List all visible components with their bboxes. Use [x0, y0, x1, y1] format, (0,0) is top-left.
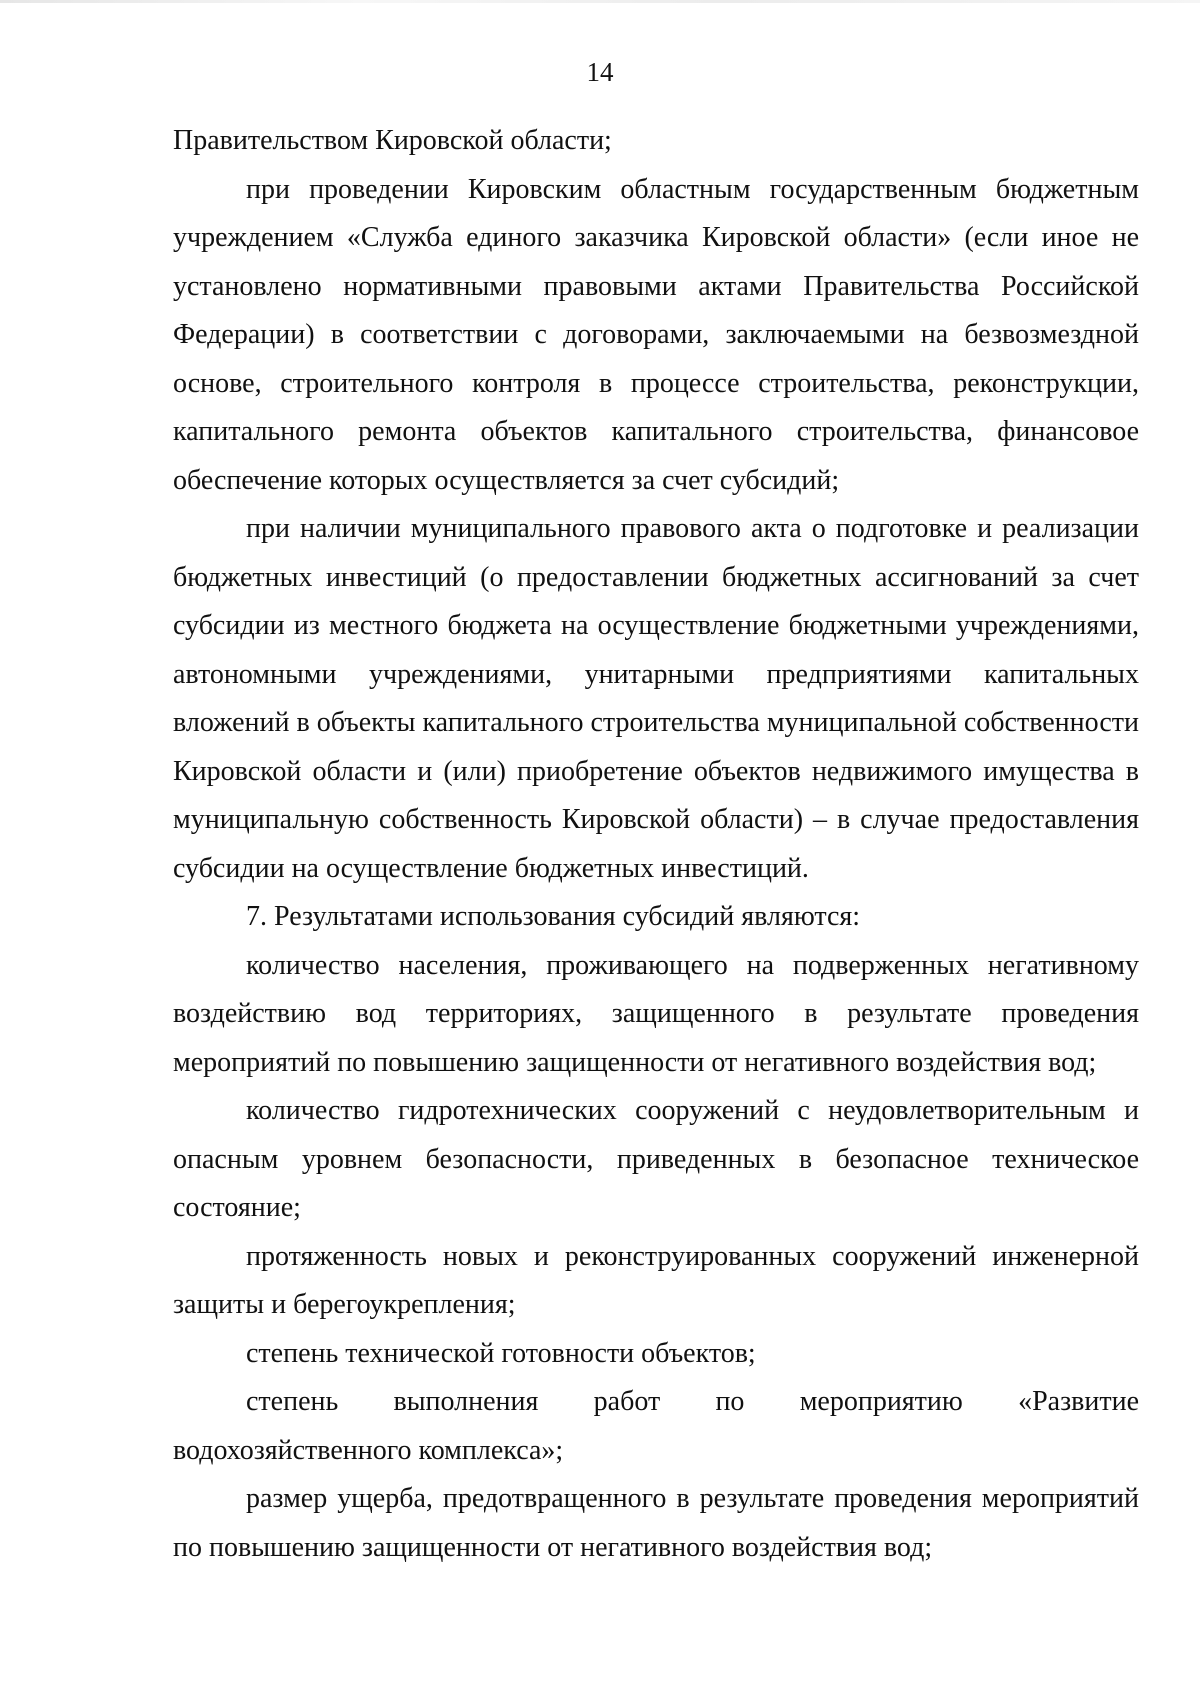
- paragraph-result-population: количество населения, проживающего на подверженных негативному воздействию вод территориях, защищенного в результате проведения мероприятий по повышению защищенности от негативного воздействия вод;: [173, 949, 1139, 1078]
- page-number: 14: [586, 57, 614, 87]
- paragraph-result-length: протяженность новых и реконструированных сооружений инженерной защиты и берегоукрепления;: [173, 1240, 1139, 1320]
- paragraph-municipal-act: при наличии муниципального правового акта о подготовке и реализации бюджетных инвестиций (о предоставлении бюджетных ассигнований за счет субсидии из местного бюджета на осуществление бюджетными учреждениями, автономными учреждениями, унитарными предприятиями капитальных вложений в объекты капитального строительства муниципальной собственности Кировской области и (или) приобретение объектов недвижимого имущества в муниципальную собственность Кировской области) – в случае предоставления субсидии на осуществление бюджетных инвестиций.: [173, 513, 1139, 884]
- paragraph-continuation: Правительством Кировской области;: [173, 125, 612, 156]
- scan-edge: [0, 0, 1200, 3]
- paragraph-construction-control: при проведении Кировским областным государственным бюджетным учреждением «Служба единого заказчика Кировской области» (если иное не установлено нормативными правовыми актами Правительства Российской Федерации) в соответствии с договорами, заключаемыми на безвозмездной основе, строительного контроля в процессе строительства, реконструкции, капитального ремонта объектов капитального строительства, финансовое обеспечение которых осуществляется за счет субсидий;: [173, 173, 1139, 496]
- paragraph-result-completion: степень выполнения работ по мероприятию «Развитие водохозяйственного комплекса»;: [173, 1386, 1139, 1466]
- document-body: [173, 117, 1139, 1572]
- paragraph-result-hydraulic-structures: количество гидротехнических сооружений с неудовлетворительным и опасным уровнем безопасности, приведенных в безопасное техническое состояние;: [173, 1095, 1139, 1223]
- paragraph-results-heading: 7. Результатами использования субсидий являются:: [246, 901, 861, 932]
- paragraph-result-damage: размер ущерба, предотвращенного в результате проведения мероприятий по повышению защищенности от негативного воздействия вод;: [173, 1483, 1139, 1563]
- paragraph-result-readiness: степень технической готовности объектов;: [246, 1337, 756, 1369]
